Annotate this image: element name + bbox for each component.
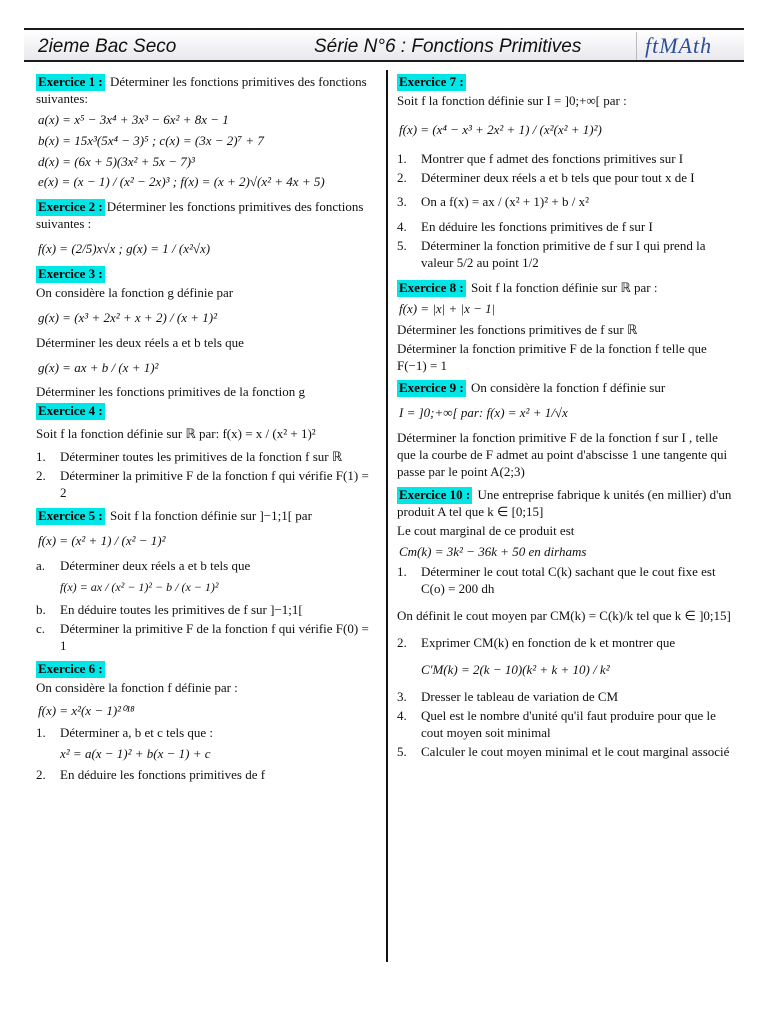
exercise-9	[397, 380, 737, 397]
exercise-label: Exercice 6 :	[38, 660, 103, 676]
formula: f(x) = x²(x − 1)²⁰¹⁸	[38, 702, 135, 718]
exercise-text: On considère la fonction g définie par	[36, 284, 234, 300]
formula: C'M(k) = 2(k − 10)(k² + k + 10) / k²	[421, 662, 610, 678]
formula: I = ]0;+∞[ par: f(x) = x² + 1/√x	[399, 405, 568, 421]
formula: f(x) = (x⁴ − x³ + 2x² + 1) / (x²(x² + 1)²)	[399, 121, 602, 137]
exercise-text: Une entreprise fabrique k unités (en millier) d'un produit A tel que k ∈ [0;15]	[397, 486, 732, 519]
exercise-8	[397, 280, 737, 297]
exercise-7	[397, 74, 737, 91]
formula: e(x) = (x − 1) / (x² − 2x)³ ; f(x) = (x + 2)√(x² + 4x + 5)	[38, 174, 325, 190]
formula: g(x) = ax + b / (x + 1)²	[38, 359, 159, 375]
formula: f(x) = (x² + 1) / (x² − 1)²	[38, 532, 166, 548]
exercise-label: Exercice 2 :	[38, 199, 103, 215]
exercise-text: Déterminer la fonction primitive F de la fonction f sur I , telle que la courbe de F admet au point d'abscisse 1 une tangente qui passe par le point A(2;3)	[397, 430, 728, 480]
list-item: 1. Déterminer a, b et c tels que :	[36, 725, 214, 741]
list-item: 5. Déterminer la fonction primitive de f sur I qui prend la valeur 5/2 au point 1/2	[397, 238, 706, 271]
exercise-text: On considère la fonction f définie par :	[36, 679, 238, 695]
right-column	[397, 74, 737, 763]
list-item: 2. En déduire les fonctions primitives de f	[36, 767, 266, 783]
formula: x² = a(x − 1)² + b(x − 1) + c	[60, 746, 211, 762]
exercise-text: Soit f la fonction définie sur I = ]0;+∞[ par :	[397, 92, 627, 108]
exercise-text: Soit f la fonction définie sur ℝ par :	[470, 280, 658, 296]
exercise-text: On considère la fonction f définie sur	[470, 380, 666, 396]
list-item: 1. Montrer que f admet des fonctions primitives sur I	[397, 150, 684, 166]
exercise-text: Déterminer les deux réels a et b tels que	[36, 334, 244, 350]
list-item: 4. En déduire les fonctions primitives de f sur I	[397, 219, 653, 235]
list-item: 2. Exprimer CM(k) en fonction de k et montrer que	[397, 635, 676, 651]
list-item: b. En déduire toutes les primitives de f sur ]−1;1[	[36, 602, 303, 618]
list-item: c. Déterminer la primitive F de la fonction f qui vérifie F(0) = 1	[36, 620, 369, 653]
formula: f(x) = |x| + |x − 1|	[399, 300, 496, 316]
page-header	[24, 28, 744, 62]
exercise-2	[36, 199, 376, 233]
formula: d(x) = (6x + 5)(3x² + 5x − 7)³	[38, 153, 195, 169]
formula: Cm(k) = 3k² − 36k + 50 en dirhams	[399, 543, 587, 559]
list-item: 2. Déterminer deux réels a et b tels que pour tout x de I	[397, 169, 695, 185]
exercise-text: Le cout marginal de ce produit est	[397, 522, 575, 538]
list-item: 3. Dresser le tableau de variation de CM	[397, 688, 619, 704]
exercise-4	[36, 403, 376, 420]
formula: a(x) = x⁵ − 3x⁴ + 3x³ − 6x² + 8x − 1	[38, 111, 229, 127]
exercise-label: Exercice 1 :	[38, 74, 103, 89]
exercise-6	[36, 661, 376, 678]
list-item: a. Déterminer deux réels a et b tels que	[36, 557, 251, 573]
exercise-label: Exercice 3 :	[38, 266, 103, 282]
exercise-label: Exercice 10 :	[399, 486, 471, 502]
list-item: 4. Quel est le nombre d'unité qu'il faut produire pour que le cout moyen soit minimal	[397, 707, 716, 740]
exercise-10	[397, 487, 737, 521]
exercise-text: On définit le cout moyen par CM(k) = C(k)/k tel que k ∈ ]0;15]	[397, 608, 731, 624]
exercise-label: Exercice 5 :	[38, 507, 103, 523]
logo: ftMAth	[636, 32, 738, 60]
exercise-text: Déterminer les fonctions primitives des fonctions suivantes :	[36, 199, 364, 232]
exercise-label: Exercice 7 :	[399, 74, 464, 89]
exercise-text: Déterminer les fonctions primitives de la fonction g	[36, 384, 305, 400]
exercise-text: Déterminer les fonctions primitives de f sur ℝ	[397, 321, 638, 337]
list-item: 5. Calculer le cout moyen minimal et le cout marginal associé	[397, 743, 730, 759]
list-item: 3. On a f(x) = ax / (x² + 1)² + b / x²	[397, 194, 589, 210]
formula: f(x) = (2/5)x√x ; g(x) = 1 / (x²√x)	[38, 241, 211, 257]
exercise-label: Exercice 9 :	[399, 380, 464, 396]
series-title: Série N°6 : Fonctions Primitives	[314, 36, 582, 57]
column-divider	[386, 70, 388, 962]
left-column	[36, 74, 376, 786]
exercise-text: Déterminer les fonctions primitives des fonctions suivantes:	[36, 74, 367, 106]
exercise-label: Exercice 4 :	[38, 403, 103, 419]
exercise-text: Soit f la fonction définie sur ]−1;1[ par	[109, 507, 312, 523]
list-item: 1. Déterminer le cout total C(k) sachant que le cout fixe est C(o) = 200 dh	[397, 564, 716, 597]
exercise-1	[36, 74, 376, 108]
exercise-text: Déterminer la fonction primitive F de la fonction f telle que F(−1) = 1	[397, 340, 707, 373]
formula: g(x) = (x³ + 2x² + x + 2) / (x + 1)²	[38, 309, 217, 325]
level-title: 2ieme Bac Seco	[38, 36, 177, 57]
exercise-5	[36, 508, 376, 525]
formula: f(x) = ax / (x² − 1)² − b / (x − 1)²	[60, 580, 219, 595]
formula: b(x) = 15x³(5x⁴ − 3)⁵ ; c(x) = (3x − 2)⁷ + 7	[38, 132, 264, 148]
list-item: 2. Déterminer la primitive F de la fonction f qui vérifie F(1) = 2	[36, 468, 369, 500]
exercise-label: Exercice 8 :	[399, 280, 464, 296]
exercise-3	[36, 266, 376, 283]
exercise-text: Soit f la fonction définie sur ℝ par: f(x) = x / (x² + 1)²	[36, 426, 316, 442]
list-item: 1. Déterminer toutes les primitives de la fonction f sur ℝ	[36, 449, 343, 465]
